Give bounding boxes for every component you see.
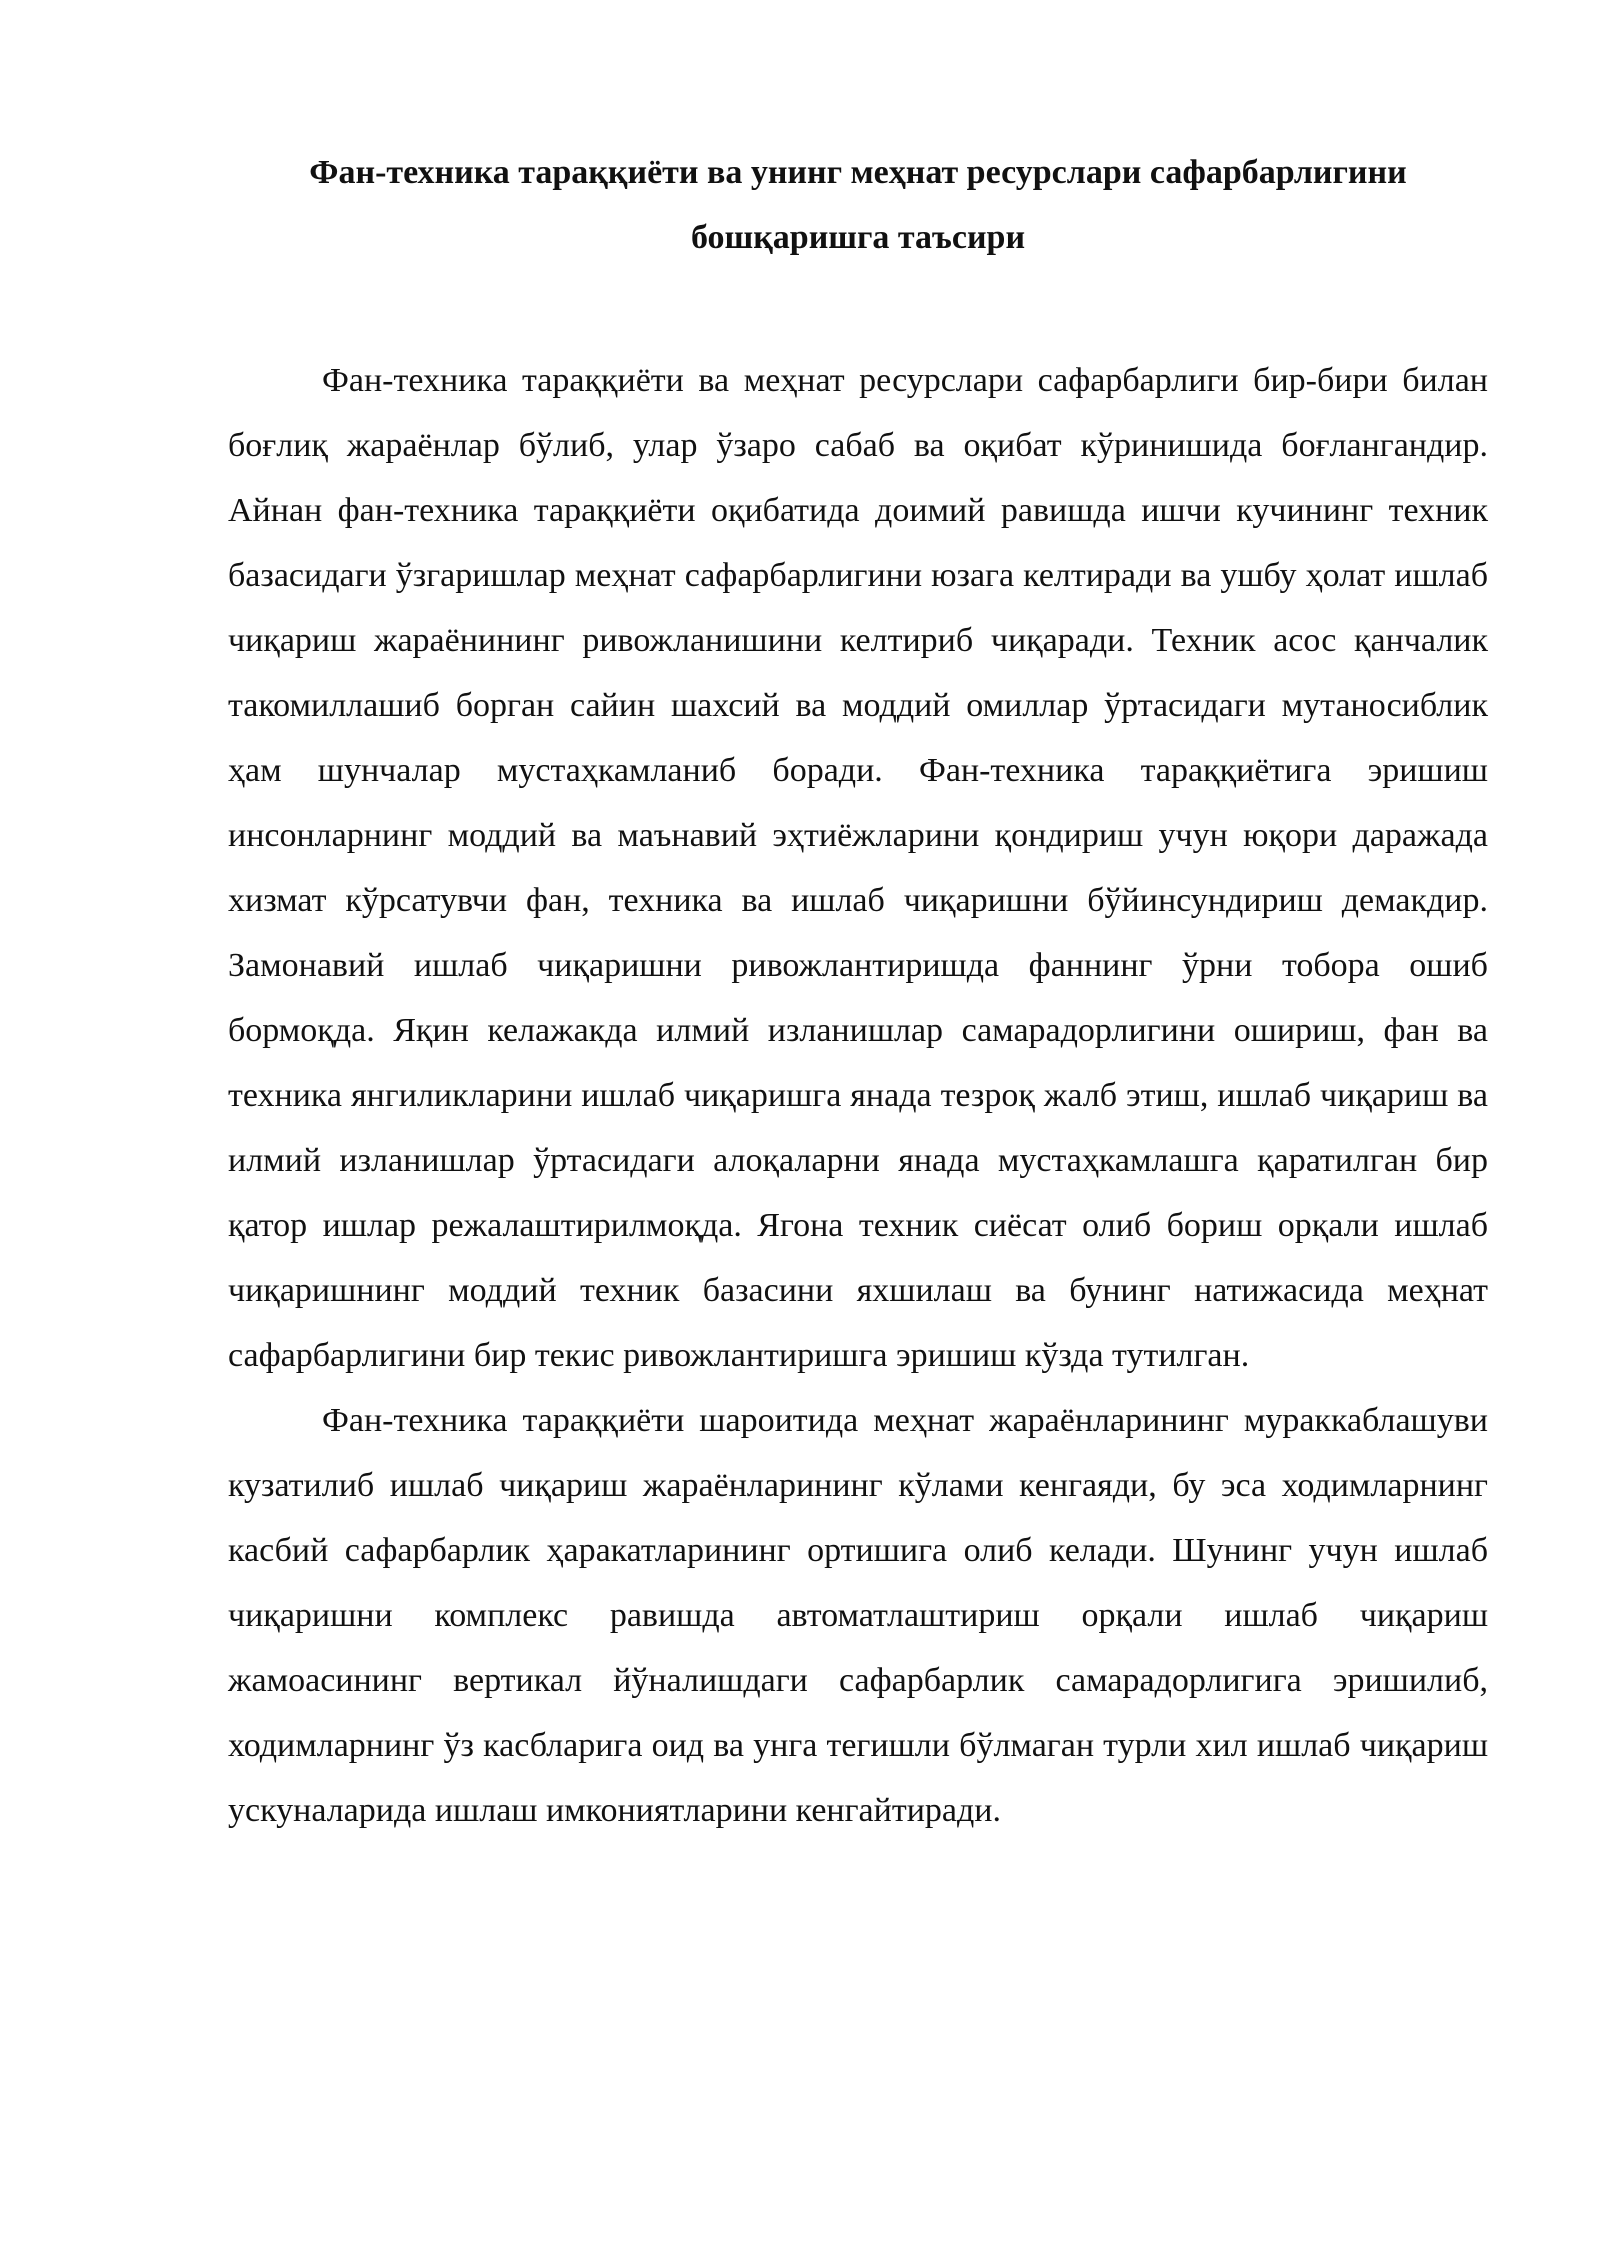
- document-title: [228, 140, 1488, 270]
- document-title-line-1: Фан-техника тараққиёти ва унинг меҳнат ресурслари сафарбарлигини: [309, 154, 1407, 191]
- document-title-line-2: бошқаришга таъсири: [690, 219, 1026, 256]
- document-body: [228, 348, 1488, 1843]
- paragraph-1: Фан-техника тараққиёти ва меҳнат ресурслари сафарбарлиги бир-бири билан боғлиқ жараёнлар бўлиб, улар ўзаро сабаб ва оқибат кўринишида боғлангандир. Айнан фан-техника тараққиёти оқибатида доимий равишда ишчи кучининг техник базасидаги ўзгаришлар меҳнат сафарбарлигини юзага келтиради ва ушбу ҳолат ишлаб чиқариш жараёнининг ривожланишини келтириб чиқаради. Техник асос қанчалик такомиллашиб борган сайин шахсий ва моддий омиллар ўртасидаги мутаносиблик ҳам шунчалар мустаҳкамланиб боради. Фан-техника тараққиётига эришиш инсонларнинг моддий ва маънавий эҳтиёжларини қондириш учун юқори даражада хизмат кўрсатувчи фан, техника ва ишлаб чиқаришни бўйинсундириш демакдир. Замонавий ишлаб чиқаришни ривожлантиришда фаннинг ўрни тобора ошиб бормоқда. Яқин келажакда илмий изланишлар самарадорлигини ошириш, фан ва техника янгиликларини ишлаб чиқаришга янада тезроқ жалб этиш, ишлаб чиқариш ва илмий изланишлар ўртасидаги алоқаларни янада мустаҳкамлашга қаратилган бир қатор ишлар режалаштирилмоқда. Ягона техник сиёсат олиб бориш орқали ишлаб чиқаришнинг моддий техник базасини яхшилаш ва бунинг натижасида меҳнат сафарбарлигини бир текис ривожлантиришга эришиш кўзда тутилган.: [228, 362, 1488, 1374]
- paragraph-2: Фан-техника тараққиёти шароитида меҳнат жараёнларининг мураккаблашуви кузатилиб ишлаб чиқариш жараёнларининг кўлами кенгаяди, бу эса ходимларнинг касбий сафарбарлик ҳаракатларининг ортишига олиб келади. Шунинг учун ишлаб чиқаришни комплекс равишда автоматлаштириш орқали ишлаб чиқариш жамоасининг вертикал йўналишдаги сафарбарлик самарадорлигига эришилиб, ходимларнинг ўз касбларига оид ва унга тегишли бўлмаган турли хил ишлаб чиқариш ускуналарида ишлаш имкониятларини кенгайтиради.: [228, 1402, 1488, 1829]
